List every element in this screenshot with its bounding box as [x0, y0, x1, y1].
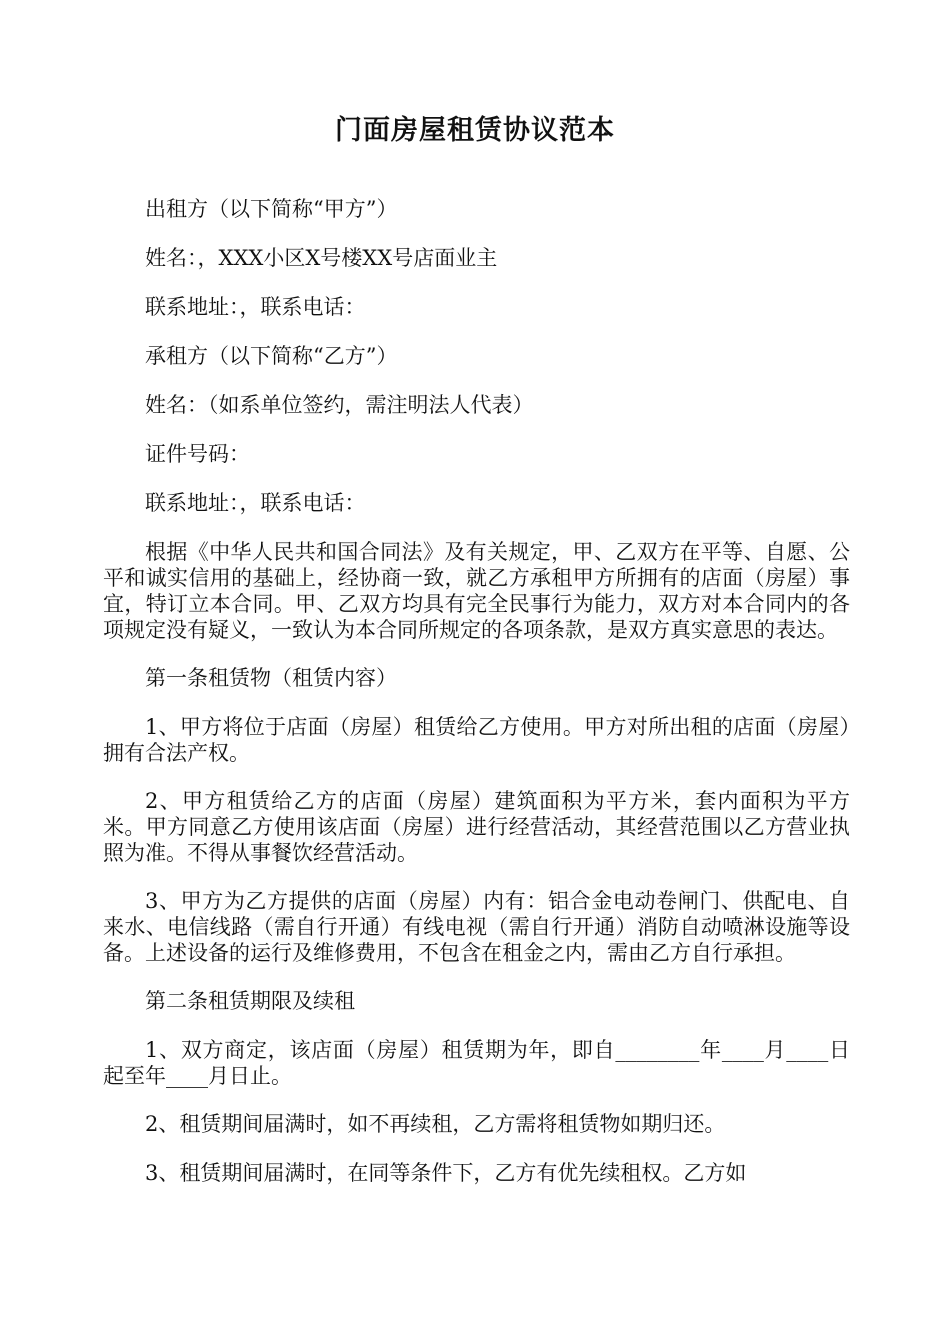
- article-1-clause-3: 3、甲方为乙方提供的店面（房屋）内有：铝合金电动卷闸门、供配电、自来水、电信线路（需自行开通）有线电视（需自行开通）消防自动喷淋设施等设备。上述设备的运行及维修费用，不包含在租金之内，需由乙方自行承担。: [103, 889, 850, 965]
- lessee-id-number: 证件号码：: [145, 442, 250, 466]
- lessor-heading: 出租方（以下简称“甲方”）: [145, 197, 398, 221]
- document-title: 门面房屋租赁协议范本: [335, 115, 615, 146]
- article-1-clause-2: 2、甲方租赁给乙方的店面（房屋）建筑面积为平方米，套内面积为平方米。甲方同意乙方使用该店面（房屋）进行经营活动，其经营范围以乙方营业执照为准。不得从事餐饮经营活动。: [103, 789, 850, 865]
- lessor-contact: 联系地址：，联系电话：: [145, 295, 366, 319]
- article-2-clause-1: 1、双方商定，该店面（房屋）租赁期为年，即自________年____月____日起至年____月日止。: [103, 1038, 850, 1088]
- article-2-clause-2: 2、租赁期间届满时，如不再续租，乙方需将租赁物如期归还。: [145, 1112, 726, 1136]
- lessee-heading: 承租方（以下简称“乙方”）: [145, 344, 398, 368]
- preamble-paragraph: 根据《中华人民共和国合同法》及有关规定，甲、乙双方在平等、自愿、公平和诚实信用的基础上，经协商一致，就乙方承租甲方所拥有的店面（房屋）事宜，特订立本合同。甲、乙双方均具有完全民事行为能力，双方对本合同内的各项规定没有疑义，一致认为本合同所规定的各项条款，是双方真实意思的表达。: [103, 540, 850, 642]
- article-2-clause-3: 3、租赁期间届满时，在同等条件下，乙方有优先续租权。乙方如: [145, 1161, 747, 1185]
- document-body: [103, 196, 850, 1209]
- lessee-contact: 联系地址：，联系电话：: [145, 491, 366, 515]
- article-1-heading: 第一条租赁物（租赁内容）: [145, 666, 397, 690]
- article-1-clause-1: 1、甲方将位于店面（房屋）租赁给乙方使用。甲方对所出租的店面（房屋）拥有合法产权。: [103, 715, 850, 765]
- article-2-heading: 第二条租赁期限及续租: [145, 989, 355, 1013]
- lessor-name: 姓名：，XXX小区X号楼XX号店面业主: [145, 246, 498, 270]
- lessee-name: 姓名：（如系单位签约，需注明法人代表）: [145, 393, 534, 417]
